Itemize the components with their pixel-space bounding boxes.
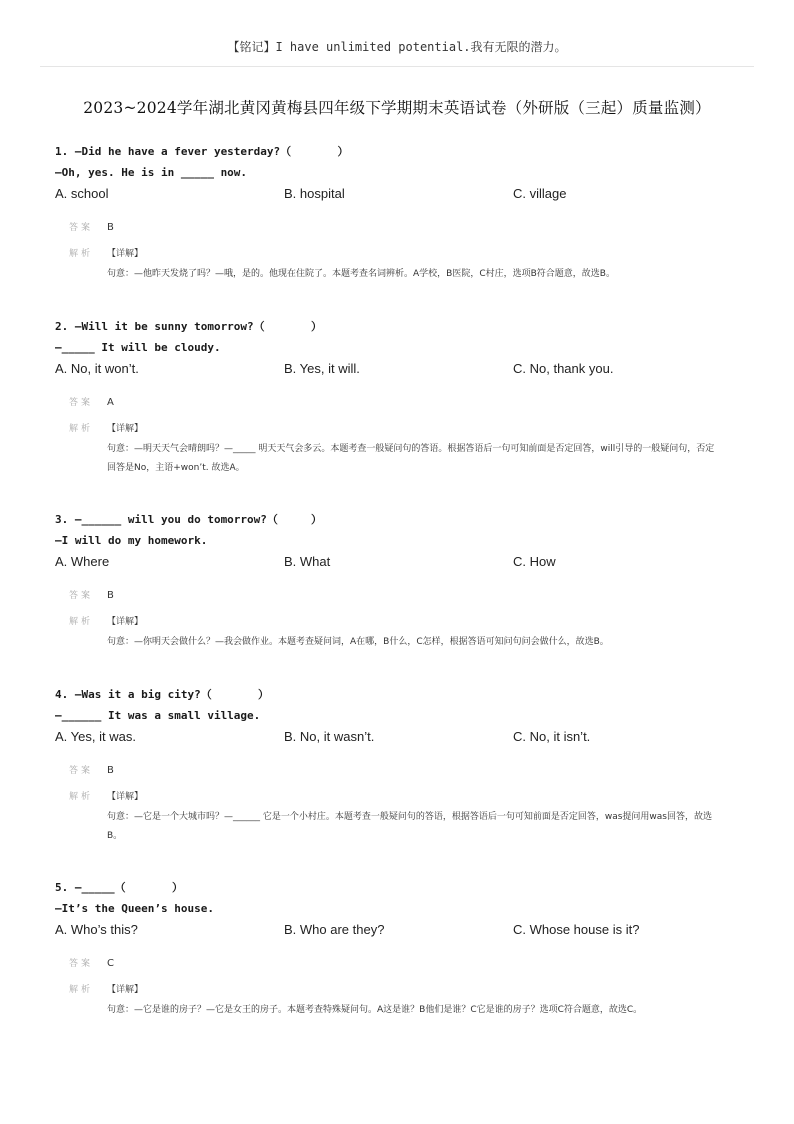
question-prompt: 1. —Did he have a fever yesterday?（ ） — [55, 145, 349, 158]
answer-value: B — [107, 765, 114, 776]
analysis-row — [55, 243, 745, 284]
option-list — [55, 919, 745, 941]
option-b: B. No, it wasn’t. — [284, 729, 375, 744]
option-b: B. hospital — [284, 186, 345, 201]
answer-label: 答案 — [69, 766, 94, 776]
analysis-row — [55, 611, 745, 652]
question-prompt: 2. —Will it be sunny tomorrow?（ ） — [55, 320, 323, 333]
option-list — [55, 183, 745, 205]
answer-row — [55, 585, 745, 607]
analysis-row — [55, 786, 745, 846]
question-3 — [55, 509, 745, 652]
option-c: C. How — [513, 554, 556, 569]
option-c: C. village — [513, 186, 567, 201]
analysis-label: 解析 — [69, 792, 94, 802]
answer-value: B — [107, 222, 114, 233]
question-prompt: 3. —______ will you do tomorrow?（ ） — [55, 513, 323, 526]
explanation-text: 句意：—它是谁的房子？—它是女王的房子。本题考查特殊疑问句。A这是谁？B他们是谁？C它是谁的房子？选项C符合题意，故选C。 — [107, 1005, 643, 1015]
option-b: B. Who are they? — [284, 922, 385, 937]
option-list — [55, 726, 745, 748]
option-c: C. No, thank you. — [513, 361, 614, 376]
answer-value: C — [107, 958, 114, 969]
explanation-text: 句意：—它是一个大城市吗？—______ 它是一个小村庄。本题考查一般疑问句的答语，根据答语后一句可知前面是否定回答，was提问用was回答，故选B。 — [107, 812, 712, 841]
detail-heading: 【详解】 — [107, 424, 144, 434]
answer-row — [55, 217, 745, 239]
answer-value: A — [107, 397, 114, 408]
answer-label: 答案 — [69, 398, 94, 408]
question-5 — [55, 877, 745, 1020]
question-response: —_____ It will be cloudy. — [55, 341, 221, 354]
question-prompt: 4. —Was it a big city?（ ） — [55, 688, 270, 701]
analysis-label: 解析 — [69, 424, 94, 434]
answer-row — [55, 953, 745, 975]
option-list — [55, 551, 745, 573]
explanation-text: 句意：—你明天会做什么？—我会做作业。本题考查疑问词，A在哪，B什么，C怎样，根据答语可知问句问会做什么，故选B。 — [107, 637, 609, 647]
question-1 — [55, 141, 745, 284]
exam-title: 2023~2024学年湖北黄冈黄梅县四年级下学期期末英语试卷（外研版（三起）质量监测） — [83, 99, 711, 117]
option-a: A. Who’s this? — [55, 922, 138, 937]
analysis-row — [55, 979, 745, 1020]
detail-heading: 【详解】 — [107, 985, 144, 995]
analysis-label: 解析 — [69, 985, 94, 995]
header-motto: 【铭记】I have unlimited potential.我有无限的潜力。 — [227, 40, 567, 54]
analysis-row — [55, 418, 745, 478]
question-response: —______ It was a small village. — [55, 709, 261, 722]
analysis-label: 解析 — [69, 249, 94, 259]
option-a: A. school — [55, 186, 109, 201]
detail-heading: 【详解】 — [107, 792, 144, 802]
detail-heading: 【详解】 — [107, 249, 144, 259]
question-2 — [55, 316, 745, 478]
question-response: —I will do my homework. — [55, 534, 208, 547]
answer-value: B — [107, 590, 114, 601]
answer-label: 答案 — [69, 959, 94, 969]
option-a: A. Yes, it was. — [55, 729, 136, 744]
option-a: A. Where — [55, 554, 110, 569]
option-a: A. No, it won’t. — [55, 361, 139, 376]
answer-label: 答案 — [69, 223, 94, 233]
option-b: B. What — [284, 554, 331, 569]
question-prompt: 5. —_____（ ） — [55, 881, 183, 894]
answer-row — [55, 392, 745, 414]
option-c: C. No, it isn’t. — [513, 729, 591, 744]
answer-label: 答案 — [69, 591, 94, 601]
explanation-text: 句意：—他昨天发烧了吗？—哦，是的。他现在住院了。本题考查名词辨析。A学校，B医院，C村庄，选项B符合题意，故选B。 — [107, 269, 615, 279]
answer-row — [55, 760, 745, 782]
question-response: —Oh, yes. He is in _____ now. — [55, 166, 248, 179]
option-list — [55, 358, 745, 380]
question-4 — [55, 684, 745, 846]
analysis-label: 解析 — [69, 617, 94, 627]
header-divider — [40, 66, 754, 67]
question-response: —It’s the Queen’s house. — [55, 902, 214, 915]
explanation-text: 句意：—明天天气会晴朗吗？—_____ 明天天气会多云。本题考查一般疑问句的答语。根据答语后一句可知前面是否定回答，will引导的一般疑问句，否定回答是No，主语+won’t. 故选A。 — [107, 444, 715, 473]
detail-heading: 【详解】 — [107, 617, 144, 627]
option-c: C. Whose house is it? — [513, 922, 640, 937]
option-b: B. Yes, it will. — [284, 361, 360, 376]
